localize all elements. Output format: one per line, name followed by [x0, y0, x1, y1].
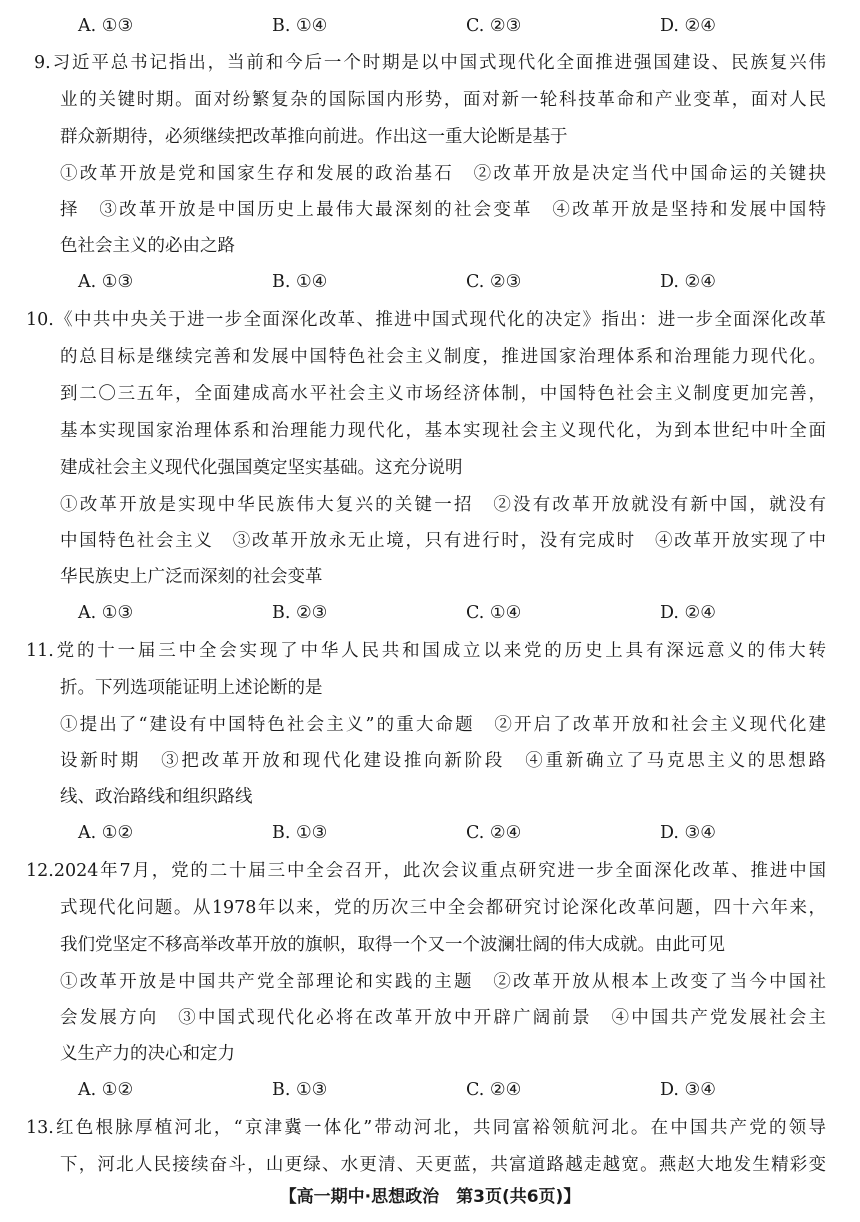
option-c: C. ②④ — [466, 823, 522, 843]
option-d: D. ③④ — [660, 823, 716, 843]
option-c: C. ②③ — [466, 272, 522, 292]
option-c: C. ①④ — [466, 603, 522, 623]
option-b: B. ①④ — [272, 16, 328, 36]
question-text-line: 折。下列选项能证明上述论断的是 — [60, 678, 323, 698]
options-row — [78, 815, 778, 851]
statement-line: 色社会主义的必由之路 — [60, 236, 235, 256]
question-text-line: 群众新期待，必须继续把改革推向前进。作出这一重大论断是基于 — [60, 127, 568, 147]
question-text-line: 12.2024年7月，党的二十届三中全会召开，此次会议重点研究进一步全面深化改革、推进中国 — [26, 861, 826, 881]
option-a: A. ①② — [78, 1080, 134, 1100]
statement-line: 华民族史上广泛而深刻的社会变革 — [60, 567, 323, 587]
options-row — [78, 264, 778, 300]
question-text-line: 到二〇三五年，全面建成高水平社会主义市场经济体制，中国特色社会主义制度更加完善， — [60, 384, 826, 404]
statement-line: ①改革开放是中国共产党全部理论和实践的主题 ②改革开放从根本上改变了当今中国社 — [60, 972, 826, 992]
statement-line: 线、政治路线和组织路线 — [60, 787, 253, 807]
option-d: D. ③④ — [660, 1080, 716, 1100]
option-a: A. ①③ — [78, 16, 134, 36]
question-text-line: 建成社会主义现代化强国奠定坚实基础。这充分说明 — [60, 458, 463, 478]
question-text-line: 10.《中共中央关于进一步全面深化改革、推进中国式现代化的决定》指出：进一步全面深化改革 — [26, 310, 826, 330]
option-a: A. ①③ — [78, 603, 134, 623]
question-text-line: 基本实现国家治理体系和治理能力现代化，基本实现社会主义现代化，为到本世纪中叶全面 — [60, 421, 826, 441]
option-d: D. ②④ — [660, 603, 716, 623]
question-text-line: 我们党坚定不移高举改革开放的旗帜，取得一个又一个波澜壮阔的伟大成就。由此可见 — [60, 935, 725, 955]
statement-line: 择 ③改革开放是中国历史上最伟大最深刻的社会变革 ④改革开放是坚持和发展中国特 — [60, 200, 826, 220]
option-d: D. ②④ — [660, 272, 716, 292]
option-c: C. ②③ — [466, 16, 522, 36]
option-b: B. ①③ — [272, 823, 328, 843]
options-row-q8 — [78, 8, 778, 44]
option-a: A. ①② — [78, 823, 134, 843]
option-b: B. ②③ — [272, 603, 328, 623]
question-text-line: 下，河北人民接续奋斗，山更绿、水更清、天更蓝，共富道路越走越宽。燕赵大地发生精彩变 — [60, 1155, 826, 1175]
option-a: A. ①③ — [78, 272, 134, 292]
question-text-line: 9.习近平总书记指出，当前和今后一个时期是以中国式现代化全面推进强国建设、民族复兴伟 — [34, 53, 826, 73]
option-b: B. ①④ — [272, 272, 328, 292]
page-footer: 【高一期中·思想政治 第3页(共6页)】 — [279, 1187, 581, 1207]
statement-line: 中国特色社会主义 ③改革开放永无止境，只有进行时，没有完成时 ④改革开放实现了中 — [60, 531, 826, 551]
statement-line: ①改革开放是党和国家生存和发展的政治基石 ②改革开放是决定当代中国命运的关键抉 — [60, 164, 826, 184]
statement-line: 设新时期 ③把改革开放和现代化建设推向新阶段 ④重新确立了马克思主义的思想路 — [60, 751, 826, 771]
question-text-line: 11.党的十一届三中全会实现了中华人民共和国成立以来党的历史上具有深远意义的伟大转 — [26, 641, 826, 661]
option-b: B. ①③ — [272, 1080, 328, 1100]
question-text-line: 业的关键时期。面对纷繁复杂的国际国内形势，面对新一轮科技革命和产业变革，面对人民 — [60, 90, 826, 110]
options-row — [78, 1072, 778, 1108]
question-text-line: 式现代化问题。从1978年以来，党的历次三中全会都研究讨论深化改革问题，四十六年来， — [60, 898, 826, 918]
option-c: C. ②④ — [466, 1080, 522, 1100]
statement-line: ①改革开放是实现中华民族伟大复兴的关键一招 ②没有改革开放就没有新中国，就没有 — [60, 495, 826, 515]
statement-line: 义生产力的决心和定力 — [60, 1044, 235, 1064]
statement-line: 会发展方向 ③中国式现代化必将在改革开放中开辟广阔前景 ④中国共产党发展社会主 — [60, 1008, 826, 1028]
option-d: D. ②④ — [660, 16, 716, 36]
statement-line: ①提出了“建设有中国特色社会主义”的重大命题 ②开启了改革开放和社会主义现代化建 — [60, 715, 826, 735]
question-text-line: 13.红色根脉厚植河北，“京津冀一体化”带动河北，共同富裕领航河北。在中国共产党的领导 — [26, 1118, 826, 1138]
question-text-line: 的总目标是继续完善和发展中国特色社会主义制度，推进国家治理体系和治理能力现代化。 — [60, 347, 826, 367]
options-row — [78, 595, 778, 631]
